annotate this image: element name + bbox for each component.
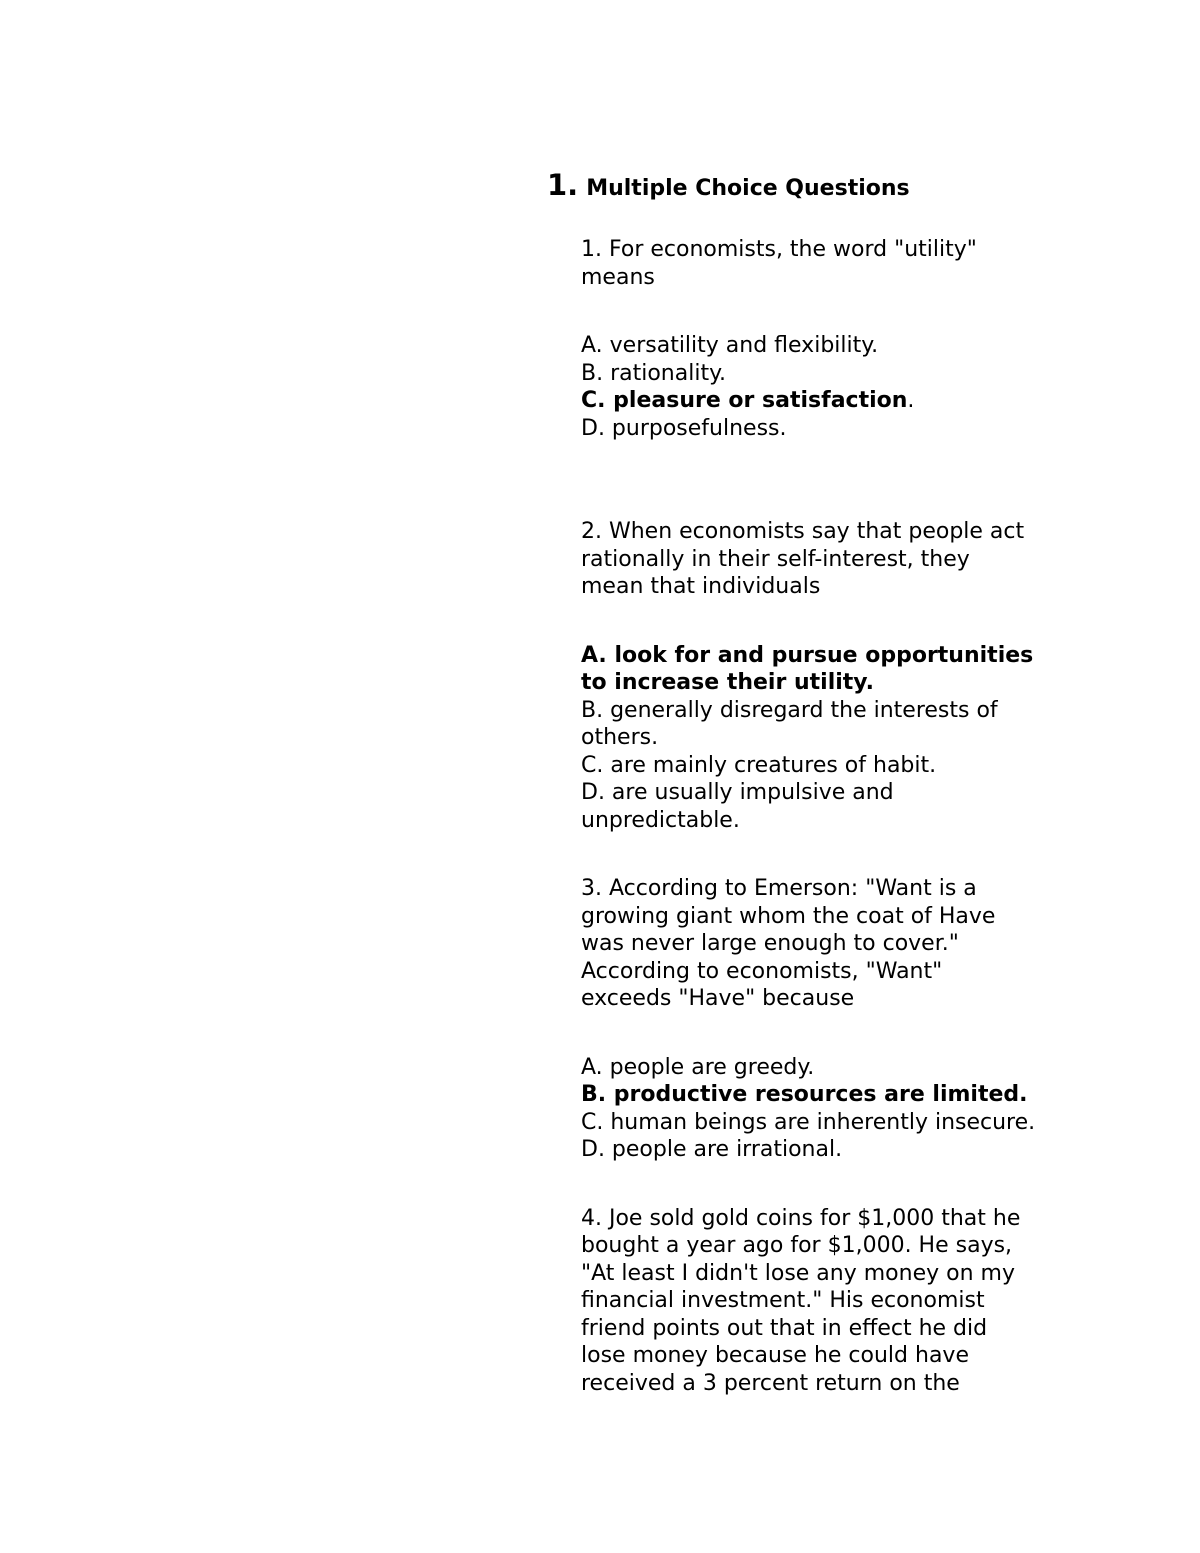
answer-option-line: others. (581, 725, 659, 750)
question-stem-line: 2. When economists say that people act (581, 519, 1025, 544)
answer-option-line: C. are mainly creatures of habit. (581, 752, 937, 778)
answer-option-correct (581, 387, 1081, 415)
question-stem-line: mean that individuals (581, 574, 821, 599)
answer-option (581, 697, 1081, 752)
answer-option-line: B. rationality. (581, 360, 726, 386)
answer-option-line: to increase their utility. (581, 670, 874, 695)
answer-option (581, 415, 1081, 443)
question-stem-line: received a 3 percent return on the (581, 1370, 960, 1396)
answer-option-correct (581, 1081, 1081, 1109)
answer-option (581, 779, 1081, 834)
answer-option-correct (581, 642, 1081, 697)
question-4 (581, 1205, 1081, 1398)
answer-option-line: C. pleasure or satisfaction. (581, 388, 915, 413)
question-stem-line: friend points out that in effect he did (581, 1315, 988, 1341)
answer-option-line: D. are usually impulsive and (581, 780, 894, 805)
question-stem-line: was never large enough to cover." (581, 931, 959, 956)
question-stem-line: lose money because he could have (581, 1343, 969, 1368)
section-heading (547, 168, 910, 202)
question-2 (581, 518, 1081, 834)
question-1 (581, 236, 1081, 442)
answer-option (581, 1054, 1081, 1082)
answer-option-line: D. purposefulness. (581, 415, 787, 441)
answer-option-line: A. look for and pursue opportunities (581, 642, 1034, 668)
answer-option (581, 1109, 1081, 1137)
answer-option-line: B. productive resources are limited. (581, 1082, 1028, 1107)
question-stem-line: According to economists, "Want" (581, 958, 943, 984)
question-3 (581, 875, 1081, 1164)
question-stem-line: rationally in their self-interest, they (581, 546, 970, 572)
answer-option-line: D. people are irrational. (581, 1137, 843, 1162)
answer-option (581, 360, 1081, 388)
answer-option-line: unpredictable. (581, 807, 740, 833)
question-stem-line: exceeds "Have" because (581, 986, 855, 1011)
answer-option-line: A. versatility and flexibility. (581, 333, 879, 358)
question-stem-line: growing giant whom the coat of Have (581, 903, 996, 929)
section-number: 1. (547, 168, 579, 202)
answer-option-line: B. generally disregard the interests of (581, 697, 998, 723)
answer-option (581, 752, 1081, 780)
answer-option-line: A. people are greedy. (581, 1054, 815, 1080)
questions-list (581, 236, 1081, 1397)
question-stem-line: 4. Joe sold gold coins for $1,000 that he (581, 1205, 1021, 1231)
question-stem-line: "At least I didn't lose any money on my (581, 1260, 1015, 1286)
section-title: Multiple Choice Questions (586, 176, 910, 201)
question-stem-line: means (581, 264, 655, 290)
answer-option-line: C. human beings are inherently insecure. (581, 1109, 1036, 1135)
question-stem-line: 3. According to Emerson: "Want is a (581, 876, 977, 901)
answer-option (581, 332, 1081, 360)
question-stem-line: 1. For economists, the word "utility" (581, 237, 977, 262)
answer-option (581, 1136, 1081, 1164)
question-stem-line: financial investment." His economist (581, 1288, 985, 1313)
question-stem-line: bought a year ago for $1,000. He says, (581, 1233, 1013, 1258)
